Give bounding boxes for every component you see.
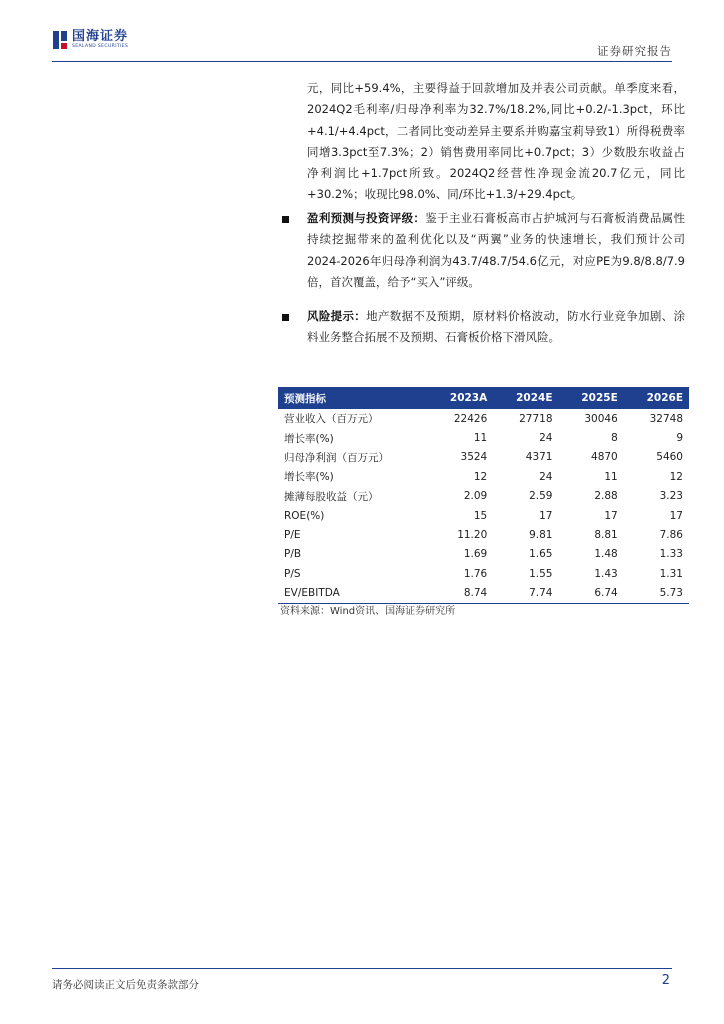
table-cell: 9 (676, 432, 683, 445)
table-row (278, 448, 689, 467)
table-row-label: 增长率(%) (284, 471, 334, 484)
continuation-paragraph: 元，同比+59.4%，主要得益于回款增加及并表公司贡献。单季度来看，2024Q2毛利率/归母净利率为32.7%/18.2%,同比+0.2/-1.3pct，环比+4.1/+4.4pct，二者同比变动差异主要系并购嘉宝莉导致1）所得税费率同增3.3pct至7.3%；2）销售费用率同比+0.7pct；3）少数股东收益占净利润比+1.7pct所致。2024Q2经营性净现金流20.7亿元，同比+30.2%；收现比98.0%、同/环比+1.3/+29.4pct。 (307, 81, 685, 202)
table-cell: 8.74 (463, 587, 488, 600)
page-header (0, 0, 724, 62)
table-cell: 2.09 (463, 490, 488, 503)
table-cell: 1.69 (463, 548, 488, 561)
footer-disclaimer: 请务必阅读正文后免责条款部分 (52, 979, 199, 991)
doc-type-label: 证券研究报告 (597, 44, 672, 58)
table-cell: 5.73 (659, 587, 683, 600)
table-row-label: P/B (284, 548, 302, 561)
table-cell: 15 (473, 509, 488, 522)
table-cell: 24 (539, 470, 553, 483)
page-number: 2 (661, 973, 670, 988)
table-cell: 1.31 (659, 567, 683, 580)
logo-name-en: SEALAND SECURITIES (72, 44, 129, 49)
table-cell: 9.81 (529, 529, 553, 542)
table-header-cell: 预测指标 (284, 392, 326, 405)
table-cell: 8.81 (594, 529, 618, 542)
table-cell: 27718 (519, 412, 553, 425)
table-row (278, 409, 689, 428)
table-row-label: ROE(%) (284, 509, 325, 522)
forecast-text: 鉴于主业石膏板高市占护城河与石膏板消费品属性持续挖掘带来的盈利优化以及“两翼”业务的快速增长，我们预计公司2024-2026年归母净利润为43.7/48.7/54.6亿元，对应PE为9.8/8.8/7.9倍，首次覆盖，给予“买入”评级。 (307, 211, 686, 289)
table-header-cell: 2026E (646, 392, 683, 404)
table-cell: 1.55 (529, 567, 553, 580)
table-cell: 17 (669, 509, 683, 522)
table-cell: 6.74 (594, 587, 618, 600)
header-divider (52, 61, 672, 62)
table-cell: 30046 (584, 412, 618, 425)
table-row (278, 545, 689, 564)
table-header-cell: 2024E (516, 392, 553, 404)
table-cell: 2.88 (594, 490, 618, 503)
table-cell: 7.86 (659, 529, 683, 542)
sealand-logo (52, 30, 128, 50)
table-header-cell: 2025E (581, 392, 618, 404)
logo-icon (52, 30, 68, 50)
table-cell: 8 (611, 432, 618, 445)
table-row-label: 增长率(%) (284, 432, 334, 445)
table-row-label: P/E (284, 529, 301, 542)
table-source-note: 资料来源：Wind资讯、国海证券研究所 (280, 606, 456, 617)
table-row-label: 归母净利润（百万元） (284, 451, 389, 464)
table-cell: 1.43 (594, 567, 618, 580)
table-cell: 11 (473, 432, 488, 445)
table-cell: 11.20 (457, 529, 488, 542)
table-header-cell: 2023A (449, 392, 488, 404)
risk-text: 地产数据不及预期，原材料价格波动，防水行业竞争加剧、涂料业务整合拓展不及预期、石膏板价格下滑风险。 (307, 309, 686, 345)
table-body (278, 409, 689, 603)
table-row (278, 584, 689, 603)
table-row-label: P/S (284, 567, 301, 580)
table-cell: 1.76 (463, 567, 488, 580)
table-cell: 3524 (460, 451, 488, 464)
table-cell: 5460 (656, 451, 683, 464)
bullet-square-icon (282, 314, 289, 321)
footer-divider (52, 968, 672, 969)
table-row-label: EV/EBITDA (284, 587, 340, 600)
logo-name-cn: 国海证券 (72, 29, 129, 44)
table-cell: 11 (604, 470, 618, 483)
table-cell: 17 (539, 509, 553, 522)
table-row (278, 428, 689, 447)
table-row (278, 525, 689, 544)
risk-label: 风险提示： (307, 309, 367, 323)
table-cell: 17 (604, 509, 618, 522)
table-row (278, 487, 689, 506)
table-cell: 1.33 (659, 548, 683, 561)
table-row (278, 467, 689, 486)
forecast-table (278, 387, 689, 604)
table-row-label: 营业收入（百万元） (284, 413, 379, 426)
risk-paragraph (307, 306, 685, 349)
table-cell: 1.48 (594, 548, 618, 561)
table-cell: 1.65 (529, 548, 553, 561)
bullet-square-icon (282, 216, 289, 223)
table-cell: 4870 (591, 451, 618, 464)
table-cell: 22426 (453, 412, 488, 425)
table-cell: 7.74 (529, 587, 553, 600)
table-cell: 12 (669, 470, 683, 483)
table-row (278, 564, 689, 583)
forecast-label: 盈利预测与投资评级： (307, 211, 426, 225)
table-cell: 2.59 (529, 490, 553, 503)
table-cell: 4371 (525, 451, 553, 464)
table-cell: 32748 (649, 412, 683, 425)
table-row-label: 摊薄每股收益（元） (284, 490, 379, 503)
forecast-paragraph (307, 208, 685, 293)
table-cell: 24 (539, 432, 553, 445)
table-cell: 12 (473, 470, 488, 483)
table-header-row (278, 387, 689, 409)
table-cell: 3.23 (659, 490, 683, 503)
table-row (278, 506, 689, 525)
